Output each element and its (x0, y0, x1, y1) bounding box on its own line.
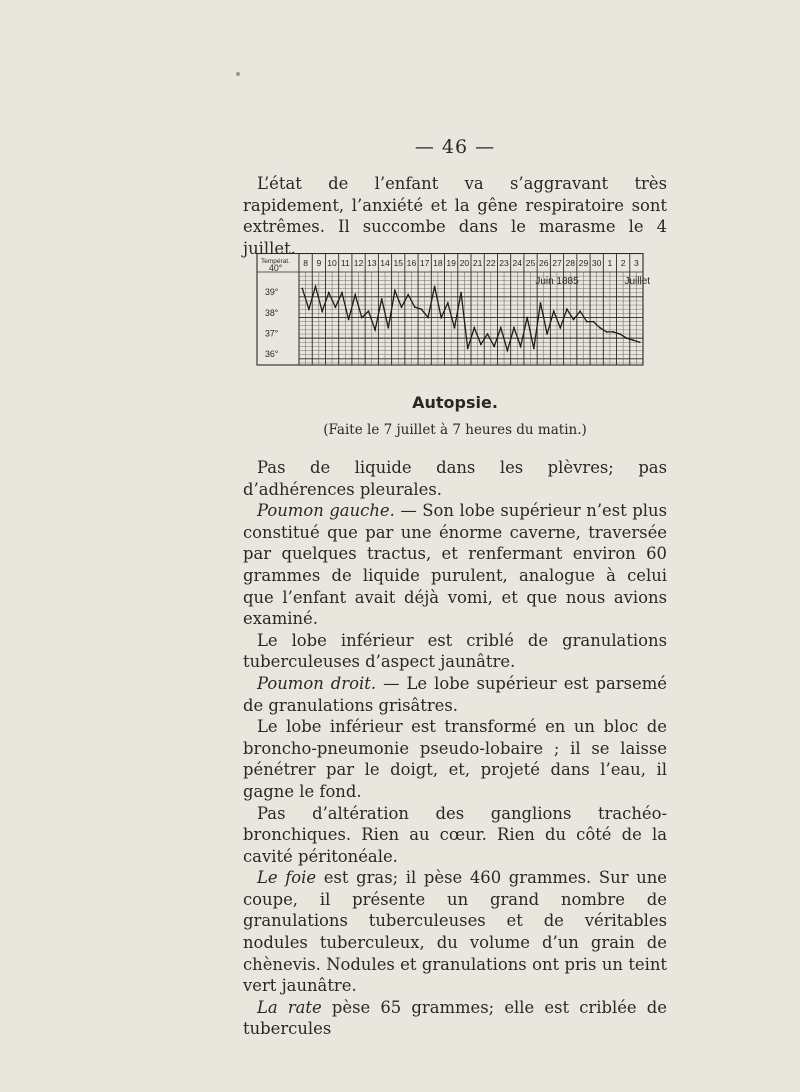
paragraph-text: — Son lobe supérieur n’est plus constitué que par une énorme caverne, traversée par quelques tractus, et renfermant environ 60 grammes de liquide purulent, analogue à celui que l’enfant avait déjà vomi, et que nous avions examiné. (243, 501, 668, 629)
chart-day-label: 24 (512, 258, 523, 268)
temperature-data-point (387, 327, 389, 329)
temperature-data-point (566, 308, 568, 310)
chart-day-label: 3 (633, 258, 639, 268)
chart-day-label: 14 (380, 258, 390, 268)
chart-day-label: 19 (446, 258, 456, 268)
temperature-data-point (513, 327, 515, 329)
temperature-data-point (407, 294, 409, 296)
chart-day-label: 21 (472, 258, 483, 268)
temperature-data-point (454, 327, 456, 329)
chart-day-label: 30 (591, 258, 602, 268)
temperature-data-point (573, 319, 575, 321)
temperature-data-point (308, 308, 310, 310)
chart-day-label: 10 (327, 258, 337, 268)
temperature-data-point (414, 306, 416, 308)
chart-day-label: 22 (486, 258, 496, 268)
chart-day-label: 20 (459, 258, 470, 268)
temperature-data-point (401, 306, 403, 308)
paragraph-text: pèse 65 grammes; elle est criblée de tubercules (243, 997, 667, 1039)
intro-paragraph-text: L’état de l’enfant va s’aggravant très rapidement, l’anxiété et la gêne respiratoire sont extrêmes. Il succombe dans le marasme le 4 juillet. (243, 174, 667, 258)
temperature-data-point (540, 302, 542, 304)
temperature-data-point (559, 327, 561, 329)
paragraph-text: Pas d’altération des ganglions trachéo-bronchiques. Rien au cœur. Rien du côté de la cavité péritonéale. (243, 803, 667, 866)
paragraph-lead: Poumon gauche. (257, 501, 395, 521)
temperature-data-point (301, 288, 303, 290)
temperature-chart (255, 253, 650, 367)
paragraph-text: Le lobe inférieur est transformé en un bloc de broncho-pneumonie pseudo-lobaire ; il se laisse pénétrer par le doigt, et, projeté dans l’eau, il gagne le fond. (243, 717, 667, 801)
chart-y-tick-label: 36° (265, 349, 279, 360)
temperature-data-point (500, 327, 502, 329)
body-text (243, 457, 667, 1040)
chart-day-label: 1 (607, 258, 613, 268)
chart-day-label: 29 (578, 258, 589, 268)
temperature-data-point (639, 341, 641, 343)
temperature-data-point (553, 310, 555, 312)
temperature-data-point (592, 321, 594, 323)
temperature-data-point (586, 321, 588, 323)
temperature-data-point (626, 337, 628, 339)
temperature-data-point (348, 319, 350, 321)
temperature-data-point (368, 310, 370, 312)
stray-ink-dot (236, 72, 240, 76)
paragraph (243, 716, 667, 802)
chart-day-label: 23 (499, 258, 509, 268)
temperature-data-point (467, 348, 469, 350)
chart-day-label: 15 (393, 258, 404, 268)
chart-day-label: 11 (340, 258, 350, 268)
paragraph (243, 803, 667, 868)
temperature-data-point (473, 327, 475, 329)
chart-day-label: 8 (303, 258, 309, 268)
temperature-data-point (334, 306, 336, 308)
temperature-data-point (341, 292, 343, 294)
temperature-data-point (632, 339, 634, 341)
temperature-data-point (394, 290, 396, 292)
temperature-data-point (546, 333, 548, 335)
chart-month-label: Juin 1885 (535, 276, 579, 287)
chart-y-tick-label: 37° (265, 328, 279, 339)
chart-y-tick-label: 38° (265, 307, 279, 318)
temperature-data-point (606, 331, 608, 333)
temperature-data-point (493, 346, 495, 348)
paragraph (243, 457, 667, 500)
chart-day-label: 9 (316, 258, 322, 268)
temperature-data-point (427, 317, 429, 319)
paragraph-text: est gras; il pèse 460 grammes. Sur une coupe, il présente un grand nombre de granulations tuberculeuses et de véritables nodules tuberculeux, du volume d’un grain de chènevis. Nodules et granulations ont pris un teint vert jaunâtre. (243, 868, 667, 996)
section-title: Autopsie. (412, 393, 498, 412)
section-subtitle: (Faite le 7 juillet à 7 heures du matin.) (323, 422, 587, 438)
chart-day-label: 18 (433, 258, 443, 268)
chart-day-label: 2 (620, 258, 626, 268)
chart-y-tick-label: 39° (265, 287, 279, 298)
chart-day-label: 25 (525, 258, 536, 268)
temperature-data-point (434, 286, 436, 288)
chart-y-tick-label: 40° (269, 263, 283, 273)
temperature-data-point (526, 317, 528, 319)
paragraph-text: Pas de liquide dans les plèvres; pas d’adhérences pleurales. (243, 458, 667, 499)
temperature-data-point (579, 310, 581, 312)
temperature-data-point (619, 333, 621, 335)
temperature-data-point (487, 333, 489, 335)
paragraph-text: Le lobe inférieur est criblé de granulations tuberculeuses d’aspect jaunâtre. (243, 630, 667, 672)
intro-paragraph (243, 173, 667, 259)
chart-day-label: 12 (353, 258, 364, 268)
temperature-data-point (315, 286, 317, 288)
temperature-data-point (361, 317, 363, 319)
temperature-data-point (447, 302, 449, 304)
temperature-data-point (612, 331, 614, 333)
temperature-data-point (599, 327, 601, 329)
paragraph (243, 630, 667, 673)
chart-day-label: 13 (366, 258, 377, 268)
chart-day-label: 16 (406, 258, 417, 268)
page-number: — 46 — (414, 136, 496, 158)
paragraph-text: — Le lobe supérieur est parsemé de granulations grisâtres. (243, 673, 667, 715)
temperature-data-point (321, 310, 323, 312)
temperature-data-point (374, 329, 376, 331)
chart-corner-label: Températ. (261, 258, 290, 265)
temperature-data-point (420, 308, 422, 310)
temperature-data-point (328, 292, 330, 294)
paragraph-lead: Poumon droit. (257, 673, 377, 693)
temperature-data-point (506, 350, 508, 352)
temperature-data-point (533, 348, 535, 350)
chart-month-label: Juillet (624, 276, 650, 287)
chart-day-label: 17 (419, 258, 430, 268)
paragraph (243, 997, 667, 1040)
chart-day-label: 28 (565, 258, 576, 268)
temperature-data-point (520, 346, 522, 348)
temperature-data-point (460, 292, 462, 294)
temperature-chart-svg (255, 253, 650, 367)
paragraph-lead: Le foie (257, 868, 317, 888)
temperature-data-point (480, 343, 482, 345)
temperature-data-point (381, 298, 383, 300)
paragraph (243, 867, 667, 997)
paragraph-lead: La rate (257, 997, 322, 1017)
temperature-data-point (354, 294, 356, 296)
chart-day-label: 27 (552, 258, 562, 268)
temperature-data-point (440, 317, 442, 319)
chart-day-label: 26 (538, 258, 549, 268)
paragraph (243, 673, 667, 716)
paragraph (243, 500, 667, 630)
